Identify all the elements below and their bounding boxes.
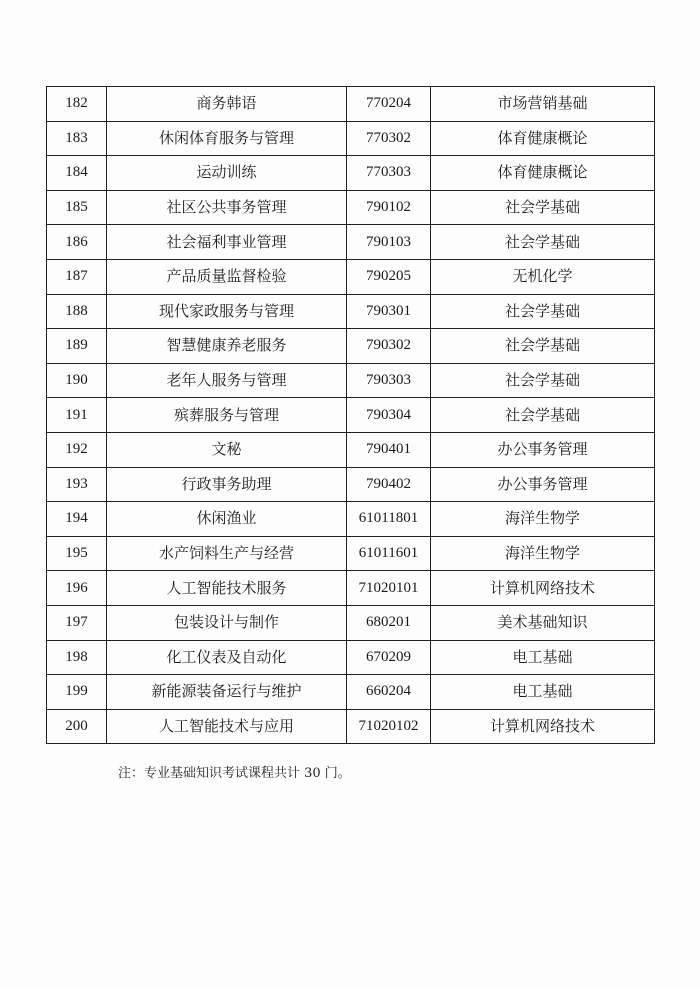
major-code: 770303 (347, 156, 431, 191)
major-name: 休闲体育服务与管理 (107, 121, 347, 156)
major-code: 61011801 (347, 502, 431, 537)
row-number: 196 (47, 571, 107, 606)
table-row (47, 536, 655, 571)
table-row (47, 259, 655, 294)
table-row (47, 398, 655, 433)
exam-course: 市场营销基础 (431, 87, 655, 122)
exam-course: 美术基础知识 (431, 605, 655, 640)
row-number: 185 (47, 190, 107, 225)
exam-course: 电工基础 (431, 640, 655, 675)
table-row (47, 87, 655, 122)
row-number: 193 (47, 467, 107, 502)
row-number: 191 (47, 398, 107, 433)
table-row (47, 571, 655, 606)
exam-course: 计算机网络技术 (431, 709, 655, 744)
table-row (47, 709, 655, 744)
major-name: 休闲渔业 (107, 502, 347, 537)
major-name: 运动训练 (107, 156, 347, 191)
row-number: 194 (47, 502, 107, 537)
major-code: 790402 (347, 467, 431, 502)
row-number: 183 (47, 121, 107, 156)
major-name: 老年人服务与管理 (107, 363, 347, 398)
major-code: 71020102 (347, 709, 431, 744)
major-name: 社区公共事务管理 (107, 190, 347, 225)
major-code: 790102 (347, 190, 431, 225)
row-number: 184 (47, 156, 107, 191)
row-number: 195 (47, 536, 107, 571)
major-code: 670209 (347, 640, 431, 675)
major-name: 人工智能技术服务 (107, 571, 347, 606)
exam-course: 计算机网络技术 (431, 571, 655, 606)
major-code: 660204 (347, 675, 431, 710)
table-row (47, 432, 655, 467)
major-name: 现代家政服务与管理 (107, 294, 347, 329)
major-name: 包装设计与制作 (107, 605, 347, 640)
row-number: 189 (47, 329, 107, 364)
exam-course: 社会学基础 (431, 190, 655, 225)
footnote: 注：专业基础知识考试课程共计 30 门。 (118, 766, 351, 781)
row-number: 192 (47, 432, 107, 467)
major-name: 水产饲料生产与经营 (107, 536, 347, 571)
exam-course: 社会学基础 (431, 363, 655, 398)
major-code: 790401 (347, 432, 431, 467)
exam-course: 无机化学 (431, 259, 655, 294)
row-number: 200 (47, 709, 107, 744)
row-number: 188 (47, 294, 107, 329)
table-body (47, 87, 655, 744)
major-code: 790301 (347, 294, 431, 329)
exam-course: 体育健康概论 (431, 156, 655, 191)
row-number: 197 (47, 605, 107, 640)
row-number: 190 (47, 363, 107, 398)
row-number: 199 (47, 675, 107, 710)
major-code: 770204 (347, 87, 431, 122)
exam-course: 办公事务管理 (431, 467, 655, 502)
table-row (47, 640, 655, 675)
row-number: 187 (47, 259, 107, 294)
major-code: 770302 (347, 121, 431, 156)
exam-course: 社会学基础 (431, 329, 655, 364)
row-number: 182 (47, 87, 107, 122)
major-name: 行政事务助理 (107, 467, 347, 502)
major-name: 殡葬服务与管理 (107, 398, 347, 433)
major-code: 71020101 (347, 571, 431, 606)
table-row (47, 605, 655, 640)
exam-course: 海洋生物学 (431, 502, 655, 537)
exam-course: 社会学基础 (431, 398, 655, 433)
major-name: 智慧健康养老服务 (107, 329, 347, 364)
major-code: 790302 (347, 329, 431, 364)
major-name: 人工智能技术与应用 (107, 709, 347, 744)
table-row (47, 467, 655, 502)
major-code: 61011601 (347, 536, 431, 571)
major-code: 790304 (347, 398, 431, 433)
major-code: 790303 (347, 363, 431, 398)
major-name: 新能源装备运行与维护 (107, 675, 347, 710)
major-code: 680201 (347, 605, 431, 640)
major-name: 化工仪表及自动化 (107, 640, 347, 675)
major-name: 文秘 (107, 432, 347, 467)
exam-course: 社会学基础 (431, 225, 655, 260)
table-row (47, 675, 655, 710)
table-row (47, 190, 655, 225)
exam-course: 体育健康概论 (431, 121, 655, 156)
major-name: 商务韩语 (107, 87, 347, 122)
exam-course: 电工基础 (431, 675, 655, 710)
table-row (47, 225, 655, 260)
table-row (47, 502, 655, 537)
major-code: 790205 (347, 259, 431, 294)
row-number: 198 (47, 640, 107, 675)
exam-course: 社会学基础 (431, 294, 655, 329)
major-name: 产品质量监督检验 (107, 259, 347, 294)
table-row (47, 363, 655, 398)
table-row (47, 121, 655, 156)
table-row (47, 294, 655, 329)
row-number: 186 (47, 225, 107, 260)
exam-course: 办公事务管理 (431, 432, 655, 467)
major-course-table (46, 86, 655, 744)
table-row (47, 156, 655, 191)
exam-course: 海洋生物学 (431, 536, 655, 571)
major-code: 790103 (347, 225, 431, 260)
major-name: 社会福利事业管理 (107, 225, 347, 260)
table-row (47, 329, 655, 364)
